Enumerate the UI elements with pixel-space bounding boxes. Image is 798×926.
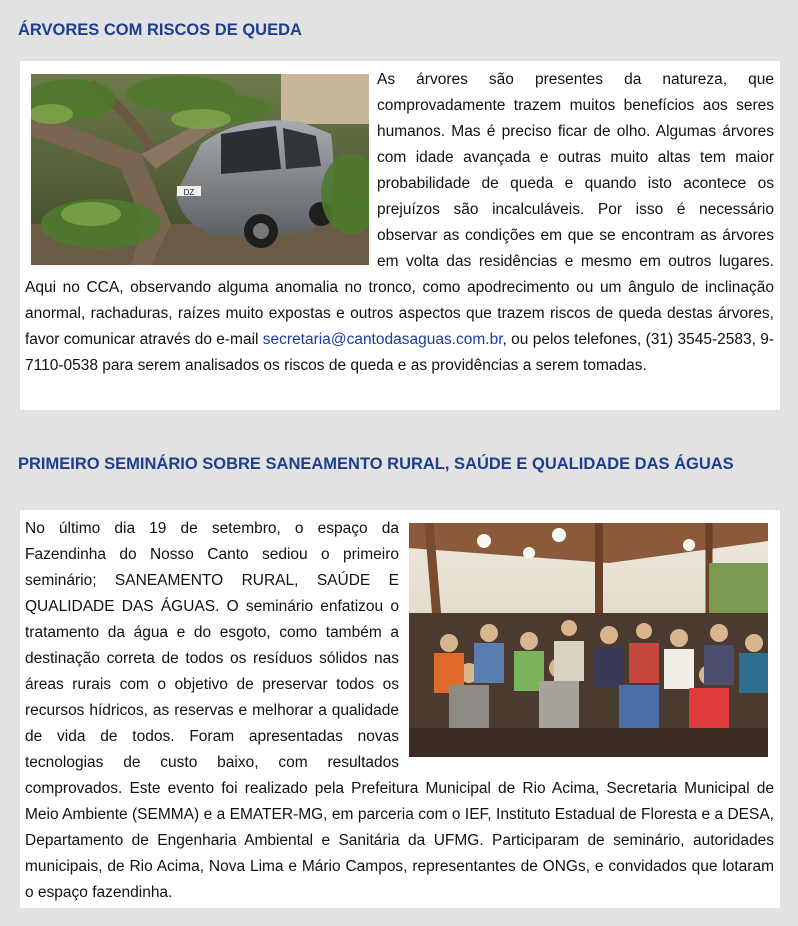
body-text-part-2: , ou pelos telefones, (31) 3545-2583, 9-7110-0538 para serem analisados os riscos de queda e as providências a serem tomadas.: [25, 331, 774, 374]
section-title-seminar: PRIMEIRO SEMINÁRIO SOBRE SANEAMENTO RURAL, SAÚDE E QUALIDADE DAS ÁGUAS: [18, 455, 734, 473]
email-link[interactable]: secretaria@cantodasaguas.com.br: [262, 331, 503, 348]
license-plate-text: DZ: [183, 188, 195, 197]
fallen-tree-car-photo: [31, 74, 369, 265]
body-text-part-1: As árvores são presentes da natureza, que comprovadamente trazem muitos benefícios aos seres humanos. Mas é preciso ficar de olho. Algumas árvores com idade avançada e outras muito altas tem maior probabilidade de queda e quando isto acontece os prejuízos são incalculáveis. Por isso é necessário observar as condições em que se encontram as árvores em volta das residências e mesmo em outros lugares. Aqui no CCA, observando alguma anomalia no tronco, como apodrecimento ou um ângulo de inclinação anormal, rachaduras, raízes muito expostas e outros aspectos que trazem riscos de queda destas árvores, favor comunicar através do e-mail: [25, 71, 774, 348]
article-body-seminar: No último dia 19 de setembro, o espaço da Fazendinha do Nosso Canto sediou o primeiro seminário; SANEAMENTO RURAL, SAÚDE E QUALIDADE DAS ÁGUAS. O seminário enfatizou o tratamento da água e do esgoto, como também a destinação correta de todos os resíduos sólidos nas áreas rurais com o objetivo de preservar todos os recursos hídricos, as reservas e melhorar a qualidade de vida de todos. Foram apresentadas novas tecnologias de custo baixo, com resultados comprovados. Este evento foi realizado pela Prefeitura Municipal de Rio Acima, Secretaria Municipal de Meio Ambiente (SEMMA) e a EMATER-MG, em parceria com o IEF, Instituto Estadual de Floresta e a DESA, Departamento de Engenharia Ambiental e Sanitária da UFMG. Participaram de seminário, autoridades municipais, de Rio Acima, Nova Lima e Mário Campos, representantes de ONGs, e convidados que lotaram o espaço fazendinha.: [25, 520, 774, 901]
section-title-trees: ÁRVORES COM RISCOS DE QUEDA: [18, 21, 302, 39]
seminar-audience-photo: [409, 523, 768, 757]
article-card-trees: [20, 61, 780, 410]
article-card-seminar: [20, 510, 780, 908]
